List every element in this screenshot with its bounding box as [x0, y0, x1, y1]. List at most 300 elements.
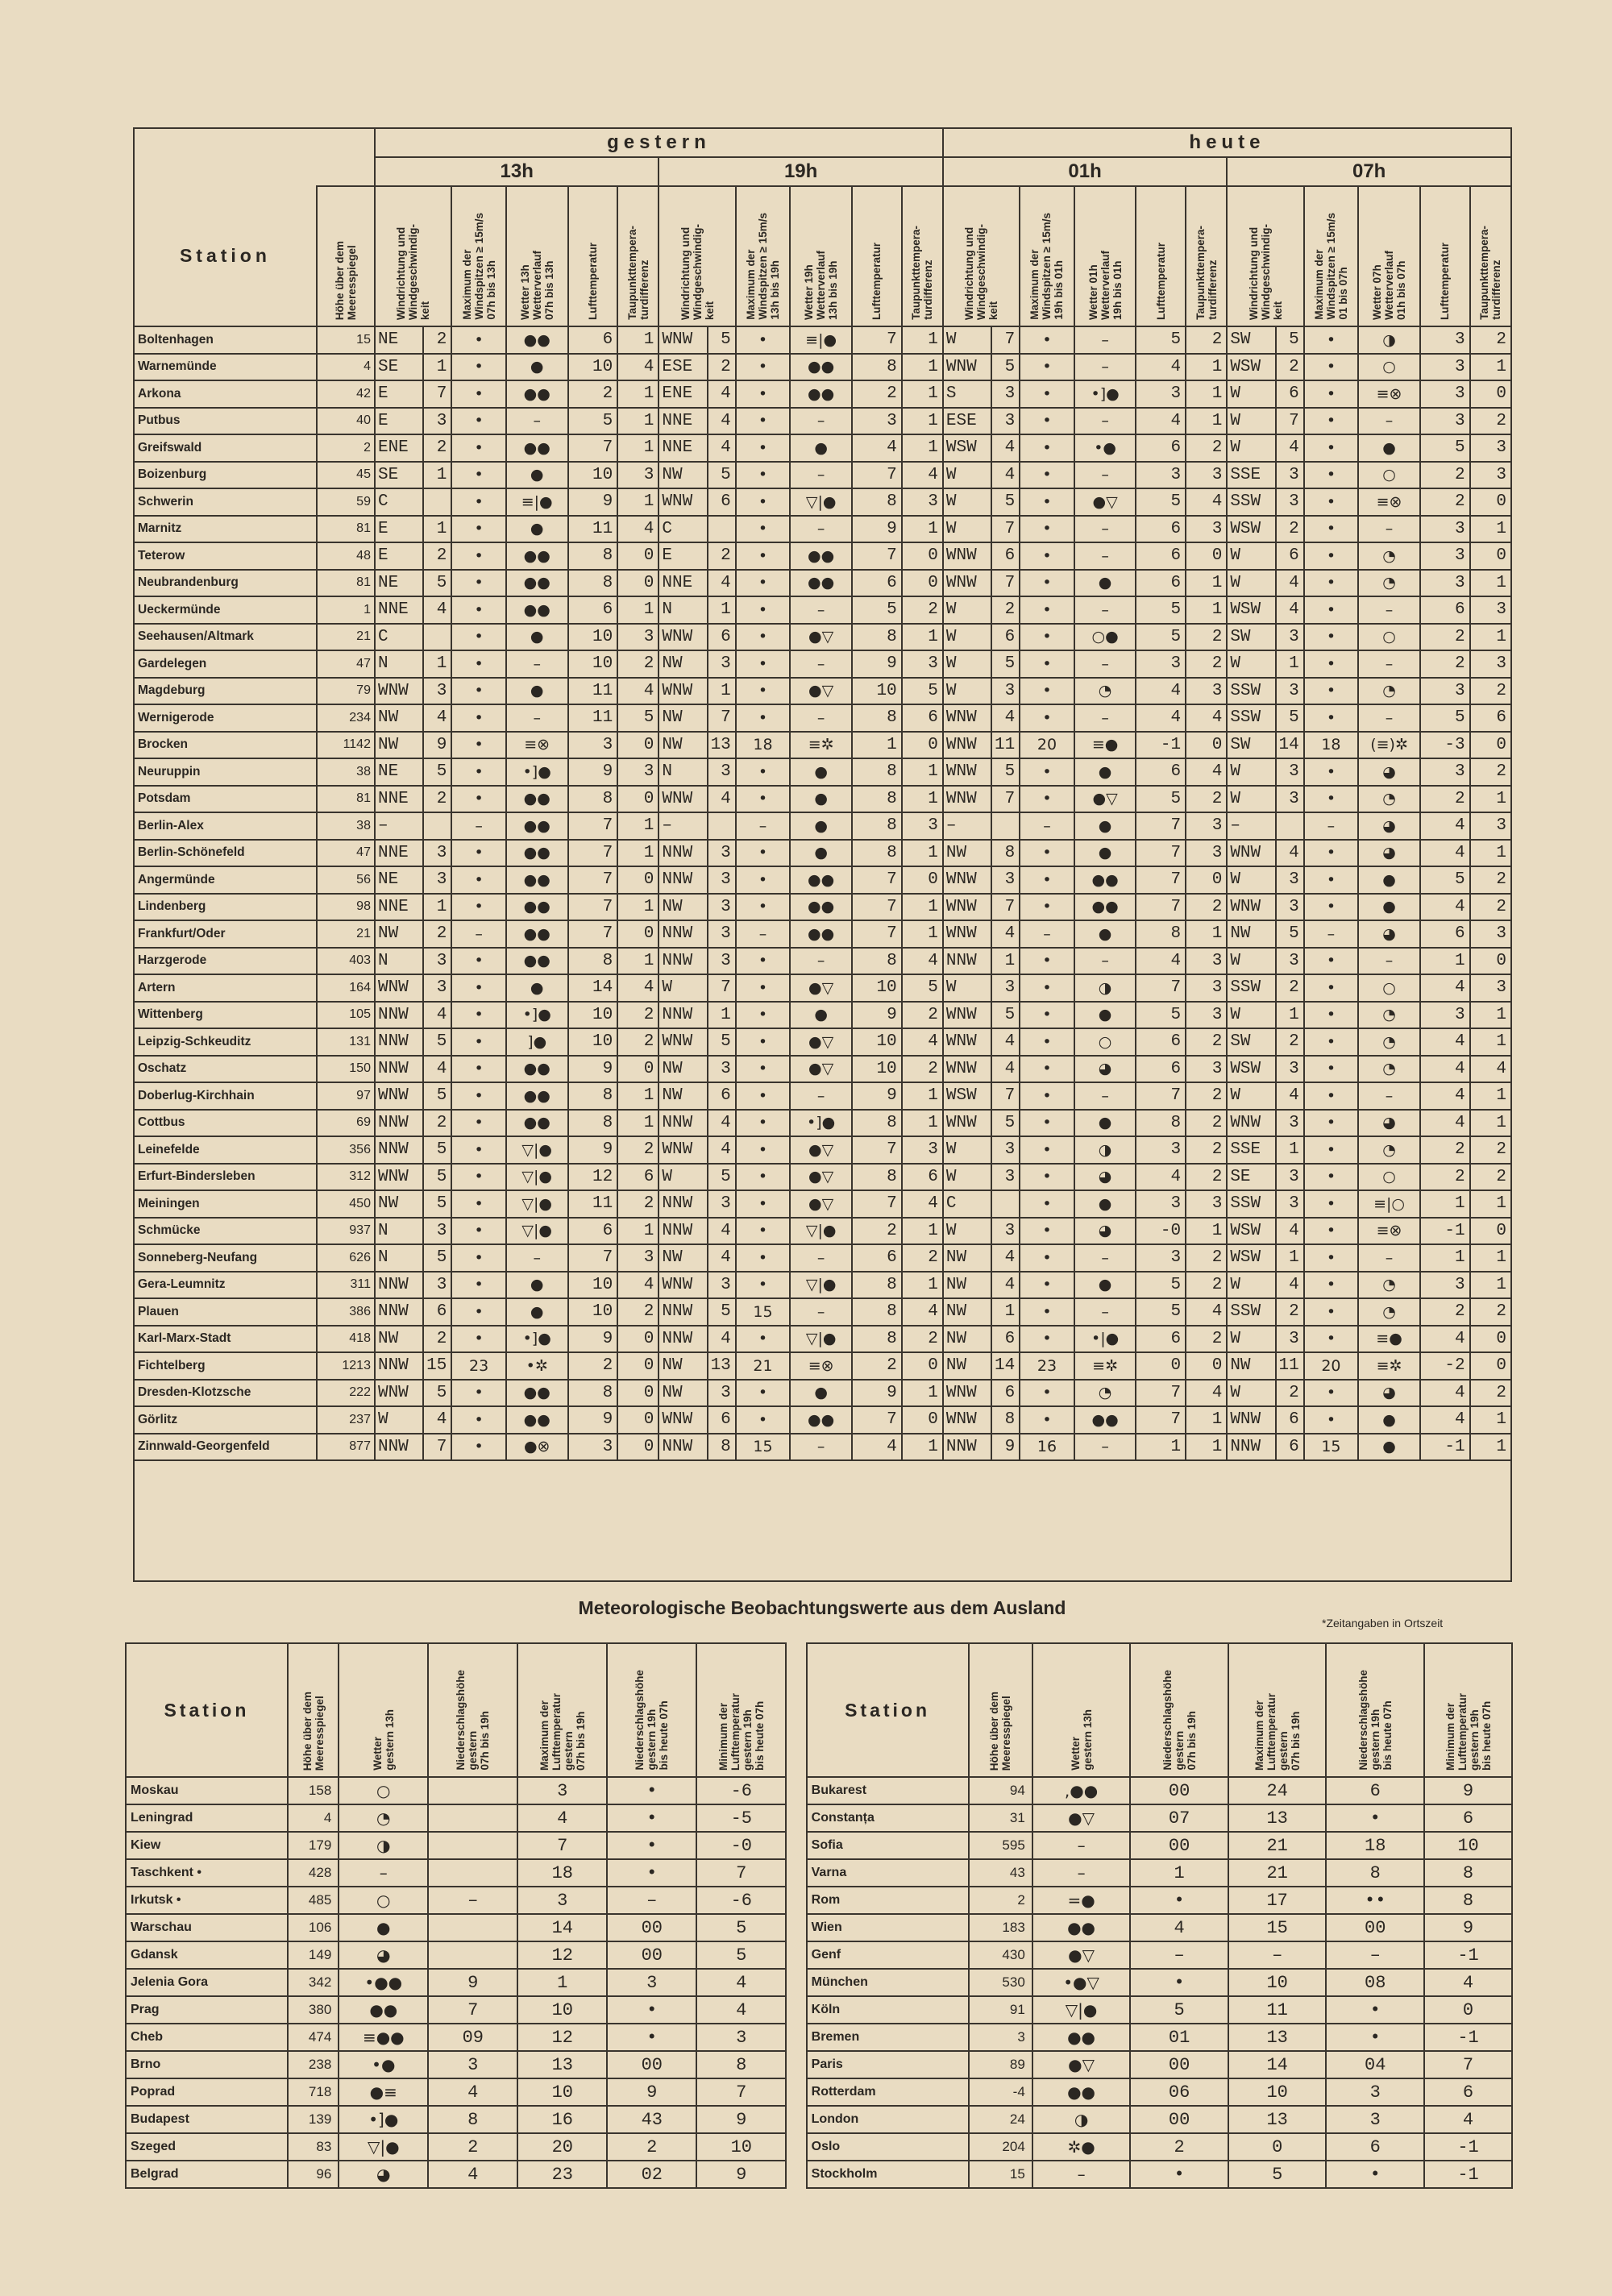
wind-cell [375, 758, 423, 786]
gust-max: • [736, 1028, 790, 1056]
gust-max: • [1304, 840, 1358, 867]
wind-speed: 14 [1276, 732, 1304, 759]
weather-symbol: ≡⊗ [1358, 488, 1420, 516]
dewpoint-difference: 2 [1186, 1272, 1227, 1299]
station-name: Zinnwald-Georgenfeld [134, 1434, 317, 1461]
air-temperature: 10 [568, 1272, 618, 1299]
dewpoint-difference: 2 [1186, 786, 1227, 813]
station-row [134, 1082, 1511, 1110]
wind-speed: 5 [423, 1082, 451, 1110]
station-altitude: 79 [317, 678, 375, 705]
gust-max: • [1020, 1218, 1074, 1245]
weather-symbol: ●▽ [790, 1190, 852, 1218]
table-gap [786, 1643, 806, 1777]
dewpoint-difference: 1 [1186, 380, 1227, 408]
column-header-text: Minimum der Lufttemperatur gestern 19h bis heute 07h [717, 1692, 766, 1771]
dewpoint-difference: 3 [1470, 462, 1511, 489]
weather-symbol: ○ [1074, 1028, 1136, 1056]
foreign-row [126, 2051, 1512, 2078]
right-precip-day-header [1130, 1643, 1228, 1777]
column-header-text: Niederschlagshöhe gestern 19h bis heute 07h [1356, 1670, 1394, 1771]
air-temperature: 2 [1420, 1298, 1470, 1326]
wind-speed [1276, 812, 1304, 840]
foreign-station-name: Warschau [126, 1914, 288, 1941]
wind-direction: WNW [1230, 1113, 1261, 1132]
wind-speed: 4 [423, 596, 451, 624]
wind-cell [659, 948, 707, 975]
foreign-station-name: Cheb [126, 2024, 288, 2051]
table-gap [786, 2024, 806, 2051]
wind-cell [659, 1082, 707, 1110]
wind-speed: 5 [991, 758, 1020, 786]
weather-symbol: ● [1074, 1002, 1136, 1029]
station-altitude: 4 [317, 354, 375, 381]
weather-symbol: ●● [790, 894, 852, 921]
station-name: Warnemünde [134, 354, 317, 381]
table-gap [786, 1777, 806, 1804]
table-gap [786, 2051, 806, 2078]
wind-speed [423, 812, 451, 840]
dewpoint-difference: 1 [902, 1434, 943, 1461]
wind-cell [1227, 624, 1275, 651]
dewpoint-difference: 4 [617, 678, 659, 705]
foreign-station-name: Szeged [126, 2133, 288, 2161]
dewpoint-difference: 3 [1186, 1190, 1227, 1218]
wind-speed: 6 [991, 624, 1020, 651]
gust-max: • [451, 1298, 505, 1326]
dewpoint-difference: 0 [1470, 948, 1511, 975]
max-temperature: 1 [517, 1969, 607, 1996]
gust-max: 18 [736, 732, 790, 759]
max-temperature: 4 [517, 1804, 607, 1832]
gust-max: • [451, 326, 505, 354]
wind-speed: 4 [1276, 570, 1304, 597]
dewpoint-difference: 1 [902, 434, 943, 462]
column-header-text: Wetter gestern 13h [1069, 1709, 1094, 1771]
dewpoint-difference: 1 [617, 812, 659, 840]
precip-night: – [607, 1887, 696, 1914]
station-row [134, 354, 1511, 381]
air-temperature: 2 [568, 1352, 618, 1380]
wind-cell [1227, 1082, 1275, 1110]
wind-cell [1227, 786, 1275, 813]
dewpoint-difference: 0 [902, 732, 943, 759]
wind-speed: 4 [423, 1406, 451, 1434]
wind-direction: NW [945, 1302, 967, 1322]
station-name: Potsdam [134, 786, 317, 813]
station-name: Frankfurt/Oder [134, 920, 317, 948]
air-temperature: 4 [1420, 1056, 1470, 1083]
wind-speed: 3 [1276, 1164, 1304, 1191]
weather-symbol: •]● [790, 1110, 852, 1137]
wind-speed: 6 [1276, 542, 1304, 570]
weather-symbol: ◔ [1358, 1028, 1420, 1056]
weather-symbol: ●▽ [1074, 488, 1136, 516]
wind-direction: NNW [662, 924, 693, 944]
wind-cell [1227, 488, 1275, 516]
wind-speed: 4 [991, 462, 1020, 489]
gust-max: • [736, 1380, 790, 1407]
dewpoint-difference: 1 [1186, 1406, 1227, 1434]
gust-max: • [1304, 354, 1358, 381]
dewpoint-difference: 4 [902, 948, 943, 975]
max-temperature: 3 [517, 1887, 607, 1914]
wind-speed: 4 [708, 1218, 736, 1245]
precip-day: 4 [1130, 1914, 1228, 1941]
precip-night: 02 [607, 2161, 696, 2188]
column-header-text: Taupunkttempera- turdifferenz [1194, 226, 1219, 320]
wind-cell [659, 1164, 707, 1191]
wind-speed: 3 [1276, 866, 1304, 894]
wind-speed: 4 [1276, 434, 1304, 462]
station-altitude: 530 [969, 1969, 1032, 1996]
station-altitude: 1142 [317, 732, 375, 759]
wind-direction: NNW [377, 1140, 409, 1160]
station-altitude: 38 [317, 812, 375, 840]
precip-day: • [1130, 2161, 1228, 2188]
wind-speed: 1 [1276, 1244, 1304, 1272]
air-temperature: 4 [1136, 704, 1186, 732]
wind-cell [1227, 354, 1275, 381]
wind-speed: 5 [1276, 920, 1304, 948]
wind-cell [1227, 1218, 1275, 1245]
weather-symbol: – [1032, 1832, 1131, 1859]
wind-direction: SSW [1230, 978, 1261, 998]
gust-max: – [1020, 920, 1074, 948]
gust-max: • [451, 354, 505, 381]
wind-direction: C [377, 492, 388, 512]
wind-cell [375, 1056, 423, 1083]
wind-direction: W [377, 1410, 388, 1430]
air-temperature: 9 [852, 1380, 902, 1407]
weather-symbol: – [1358, 704, 1420, 732]
weather-symbol: ● [1358, 894, 1420, 921]
dewpoint-difference: 2 [1186, 650, 1227, 678]
weather-symbol: ○ [339, 1887, 428, 1914]
gust-max: – [1304, 812, 1358, 840]
wind-direction: WNW [662, 1032, 693, 1052]
air-temperature: 6 [852, 1244, 902, 1272]
wind-speed: 6 [708, 488, 736, 516]
station-row [134, 1002, 1511, 1029]
weather-symbol: ●● [790, 920, 852, 948]
air-temperature: 3 [1136, 1190, 1186, 1218]
wind-cell [375, 866, 423, 894]
weather-symbol: ● [506, 624, 568, 651]
wind-direction: NW [662, 735, 683, 754]
air-temperature: 6 [1136, 1326, 1186, 1353]
air-temperature: 7 [852, 866, 902, 894]
station-altitude: 56 [317, 866, 375, 894]
air-temperature: 7 [1136, 812, 1186, 840]
foreign-row [126, 1969, 1512, 1996]
altitude-header-text: Höhe über dem Meeresspiegel [333, 240, 358, 320]
wind-direction: W [1230, 762, 1240, 782]
air-temperature: 11 [568, 678, 618, 705]
gust-max: • [1304, 1056, 1358, 1083]
weather-symbol: ◔ [1358, 1136, 1420, 1164]
wind-direction: WSW [1230, 357, 1261, 376]
wind-direction: WSW [1230, 600, 1261, 620]
wind-cell [943, 650, 991, 678]
weather-symbol: ● [506, 354, 568, 381]
gust-max: • [736, 650, 790, 678]
precip-day: 07 [1130, 1804, 1228, 1832]
dewpoint-difference: 4 [1186, 758, 1227, 786]
dewpoint-difference: 2 [1470, 326, 1511, 354]
wind-speed: 5 [423, 1190, 451, 1218]
wind-speed: 5 [1276, 326, 1304, 354]
dewpoint-difference: 1 [1186, 1218, 1227, 1245]
foreign-row [126, 1941, 1512, 1969]
dewpoint-difference: 0 [1470, 380, 1511, 408]
foreign-station-name: Sofia [807, 1832, 969, 1859]
station-altitude: 105 [317, 1002, 375, 1029]
gust-max: • [451, 1028, 505, 1056]
weather-symbol: ● [1358, 1434, 1420, 1461]
weather-symbol: ≡⊗ [790, 1352, 852, 1380]
wind-speed: 5 [991, 488, 1020, 516]
precip-day [428, 1941, 517, 1969]
min-temperature: 7 [696, 1859, 786, 1887]
weather-symbol: – [790, 704, 852, 732]
foreign-station-name: Wien [807, 1914, 969, 1941]
gust-max: • [1304, 1326, 1358, 1353]
air-temperature: 4 [1136, 678, 1186, 705]
wind-direction: NE [377, 330, 399, 350]
precip-night: • [607, 1832, 696, 1859]
wind-speed: 5 [708, 462, 736, 489]
gust-max: – [1020, 812, 1074, 840]
air-temperature: 3 [1420, 408, 1470, 435]
weather-symbol: – [790, 516, 852, 543]
weather-header-01h [1074, 186, 1136, 326]
wind-direction: W [945, 465, 957, 484]
wind-speed: 6 [991, 1380, 1020, 1407]
weather-symbol: ◔ [1358, 542, 1420, 570]
wind-speed: 2 [1276, 974, 1304, 1002]
table-gap [786, 1996, 806, 2024]
station-altitude: 430 [969, 1941, 1032, 1969]
wind-speed: 3 [1276, 948, 1304, 975]
wind-direction: NW [945, 1356, 967, 1376]
station-name: Ueckermünde [134, 596, 317, 624]
weather-symbol: ● [1074, 840, 1136, 867]
dewpoint-difference: 2 [617, 1190, 659, 1218]
air-temperature: -2 [1420, 1352, 1470, 1380]
station-altitude: 474 [288, 2024, 339, 2051]
min-temperature: 8 [1424, 1859, 1512, 1887]
wind-speed: 6 [708, 1082, 736, 1110]
air-temperature: 5 [1136, 786, 1186, 813]
foreign-row [126, 1777, 1512, 1804]
dewpoint-difference: 0 [1470, 542, 1511, 570]
dewpoint-difference: 2 [1470, 1298, 1511, 1326]
right-max-temp-header [1228, 1643, 1327, 1777]
weather-header-19h [790, 186, 852, 326]
gust-max: • [1020, 704, 1074, 732]
table-gap [786, 1804, 806, 1832]
dewpoint-difference: 3 [1470, 974, 1511, 1002]
wind-direction: NNW [945, 951, 977, 970]
weather-symbol: – [1074, 354, 1136, 381]
dewpoint-difference: 0 [617, 1326, 659, 1353]
gust-max: • [1020, 516, 1074, 543]
wind-cell [659, 1272, 707, 1299]
column-header-text: Maximum der Windspitzen ≥ 15m/s 13h bis 19h [745, 213, 782, 320]
dewpoint-difference: 2 [1186, 434, 1227, 462]
wind-direction: WNW [662, 627, 693, 646]
precip-night: • [607, 1804, 696, 1832]
gust-max: • [451, 1082, 505, 1110]
station-altitude: 626 [317, 1244, 375, 1272]
wind-speed: 6 [708, 624, 736, 651]
dewpoint-difference: 2 [902, 1244, 943, 1272]
gust-max: • [451, 840, 505, 867]
wind-cell [659, 1326, 707, 1353]
wind-speed: 3 [708, 650, 736, 678]
wind-cell [1227, 948, 1275, 975]
wind-direction: WNW [945, 1005, 977, 1024]
weather-symbol: ●▽ [1032, 1941, 1131, 1969]
wind-speed: 3 [1276, 1110, 1304, 1137]
precip-night: •• [1326, 1887, 1424, 1914]
wind-cell [375, 840, 423, 867]
wind-cell [659, 624, 707, 651]
column-header-text: Wetter 19h Wetterverlauf 13h bis 19h [803, 250, 840, 320]
gust-max: • [736, 786, 790, 813]
station-altitude: 59 [317, 488, 375, 516]
dewpoint-difference: 1 [617, 840, 659, 867]
air-temperature: 2 [568, 380, 618, 408]
station-row [134, 1380, 1511, 1407]
weather-symbol: ◕ [1358, 812, 1420, 840]
air-temperature: 8 [852, 704, 902, 732]
foreign-station-name: London [807, 2106, 969, 2133]
air-temp-header-07h [1420, 186, 1470, 326]
wind-direction: NW [662, 897, 683, 916]
gust-max: • [451, 434, 505, 462]
wind-speed: 3 [708, 1272, 736, 1299]
station-row [134, 1434, 1511, 1461]
max-temperature: 13 [517, 2051, 607, 2078]
gust-max: • [736, 1002, 790, 1029]
air-temperature: 2 [1420, 1136, 1470, 1164]
station-row [134, 678, 1511, 705]
station-row [134, 408, 1511, 435]
station-altitude: 4 [288, 1804, 339, 1832]
wind-direction: SW [1230, 627, 1251, 646]
station-name: Berlin-Schönefeld [134, 840, 317, 867]
air-temperature: 8 [852, 488, 902, 516]
dewpoint-difference: 2 [1186, 1326, 1227, 1353]
wind-direction: NNW [377, 1437, 409, 1456]
min-temperature: 4 [696, 1996, 786, 2024]
air-temperature: 2 [1420, 650, 1470, 678]
wind-speed: 4 [991, 1244, 1020, 1272]
air-temperature: 3 [1136, 650, 1186, 678]
wind-speed: 2 [1276, 1298, 1304, 1326]
wind-cell [943, 1056, 991, 1083]
weather-symbol: ◕ [1358, 920, 1420, 948]
wind-cell [1227, 812, 1275, 840]
weather-symbol: ●● [790, 542, 852, 570]
gust-max: • [1020, 650, 1074, 678]
weather-symbol: ● [1358, 434, 1420, 462]
corner-cell [134, 157, 375, 186]
wind-direction: N [377, 1221, 388, 1240]
weather-symbol: •✲ [506, 1352, 568, 1380]
wind-cell [375, 1406, 423, 1434]
air-temperature: 10 [568, 1298, 618, 1326]
gust-max: • [1304, 1164, 1358, 1191]
dewpoint-difference: 2 [902, 1002, 943, 1029]
table-gap [786, 1832, 806, 1859]
wind-speed [423, 624, 451, 651]
weather-symbol: ≡●● [339, 2024, 428, 2051]
wind-direction: SSW [1230, 681, 1261, 700]
gust-max: • [1304, 974, 1358, 1002]
weather-symbol: – [506, 1244, 568, 1272]
foreign-station-name: Prag [126, 1996, 288, 2024]
wind-direction: WNW [377, 978, 409, 998]
station-name: Karl-Marx-Stadt [134, 1326, 317, 1353]
foreign-row [126, 1887, 1512, 1914]
wind-direction: W [945, 1140, 957, 1160]
wind-direction: – [945, 816, 957, 836]
dewpoint-difference: 6 [1470, 704, 1511, 732]
altitude-column-header [317, 186, 375, 326]
min-temperature: -1 [1424, 2133, 1512, 2161]
max-temperature: 13 [1228, 1804, 1327, 1832]
wind-direction: WNW [377, 1383, 409, 1402]
weather-symbol: ✲● [1032, 2133, 1131, 2161]
wind-direction: NNE [377, 600, 409, 620]
wind-direction: W [945, 600, 957, 620]
air-temperature: 10 [852, 1028, 902, 1056]
gust-max: • [736, 354, 790, 381]
dewpoint-difference: 3 [1186, 974, 1227, 1002]
air-temperature: 2 [1420, 1164, 1470, 1191]
dewpoint-difference: 4 [902, 462, 943, 489]
station-row [134, 1190, 1511, 1218]
dewpoint-difference: 2 [617, 650, 659, 678]
wind-speed: 3 [1276, 1056, 1304, 1083]
min-temperature: 3 [696, 2024, 786, 2051]
weather-symbol: – [790, 1434, 852, 1461]
weather-symbol: •|● [1074, 1326, 1136, 1353]
column-header-text: Höhe über dem Meeresspiegel [988, 1691, 1013, 1771]
weather-symbol: ●≡ [339, 2078, 428, 2106]
gust-max: 18 [1304, 732, 1358, 759]
wind-direction: W [1230, 573, 1240, 592]
wind-speed: 4 [991, 920, 1020, 948]
station-name: Leipzig-Schkeuditz [134, 1028, 317, 1056]
weather-symbol: ●▽ [790, 1164, 852, 1191]
air-temperature: 5 [1136, 1272, 1186, 1299]
dewpoint-difference: 2 [617, 1136, 659, 1164]
gust-max: • [1304, 894, 1358, 921]
dewpoint-difference: 2 [1186, 894, 1227, 921]
weather-symbol: ● [506, 516, 568, 543]
dewpoint-diff-header-01h [1186, 186, 1227, 326]
precip-night: 9 [607, 2078, 696, 2106]
right-precip-night-header [1326, 1643, 1424, 1777]
wind-cell [943, 894, 991, 921]
dewpoint-difference: 1 [902, 408, 943, 435]
column-header-text: Lufttemperatur [870, 242, 883, 320]
air-temperature: 9 [852, 1002, 902, 1029]
